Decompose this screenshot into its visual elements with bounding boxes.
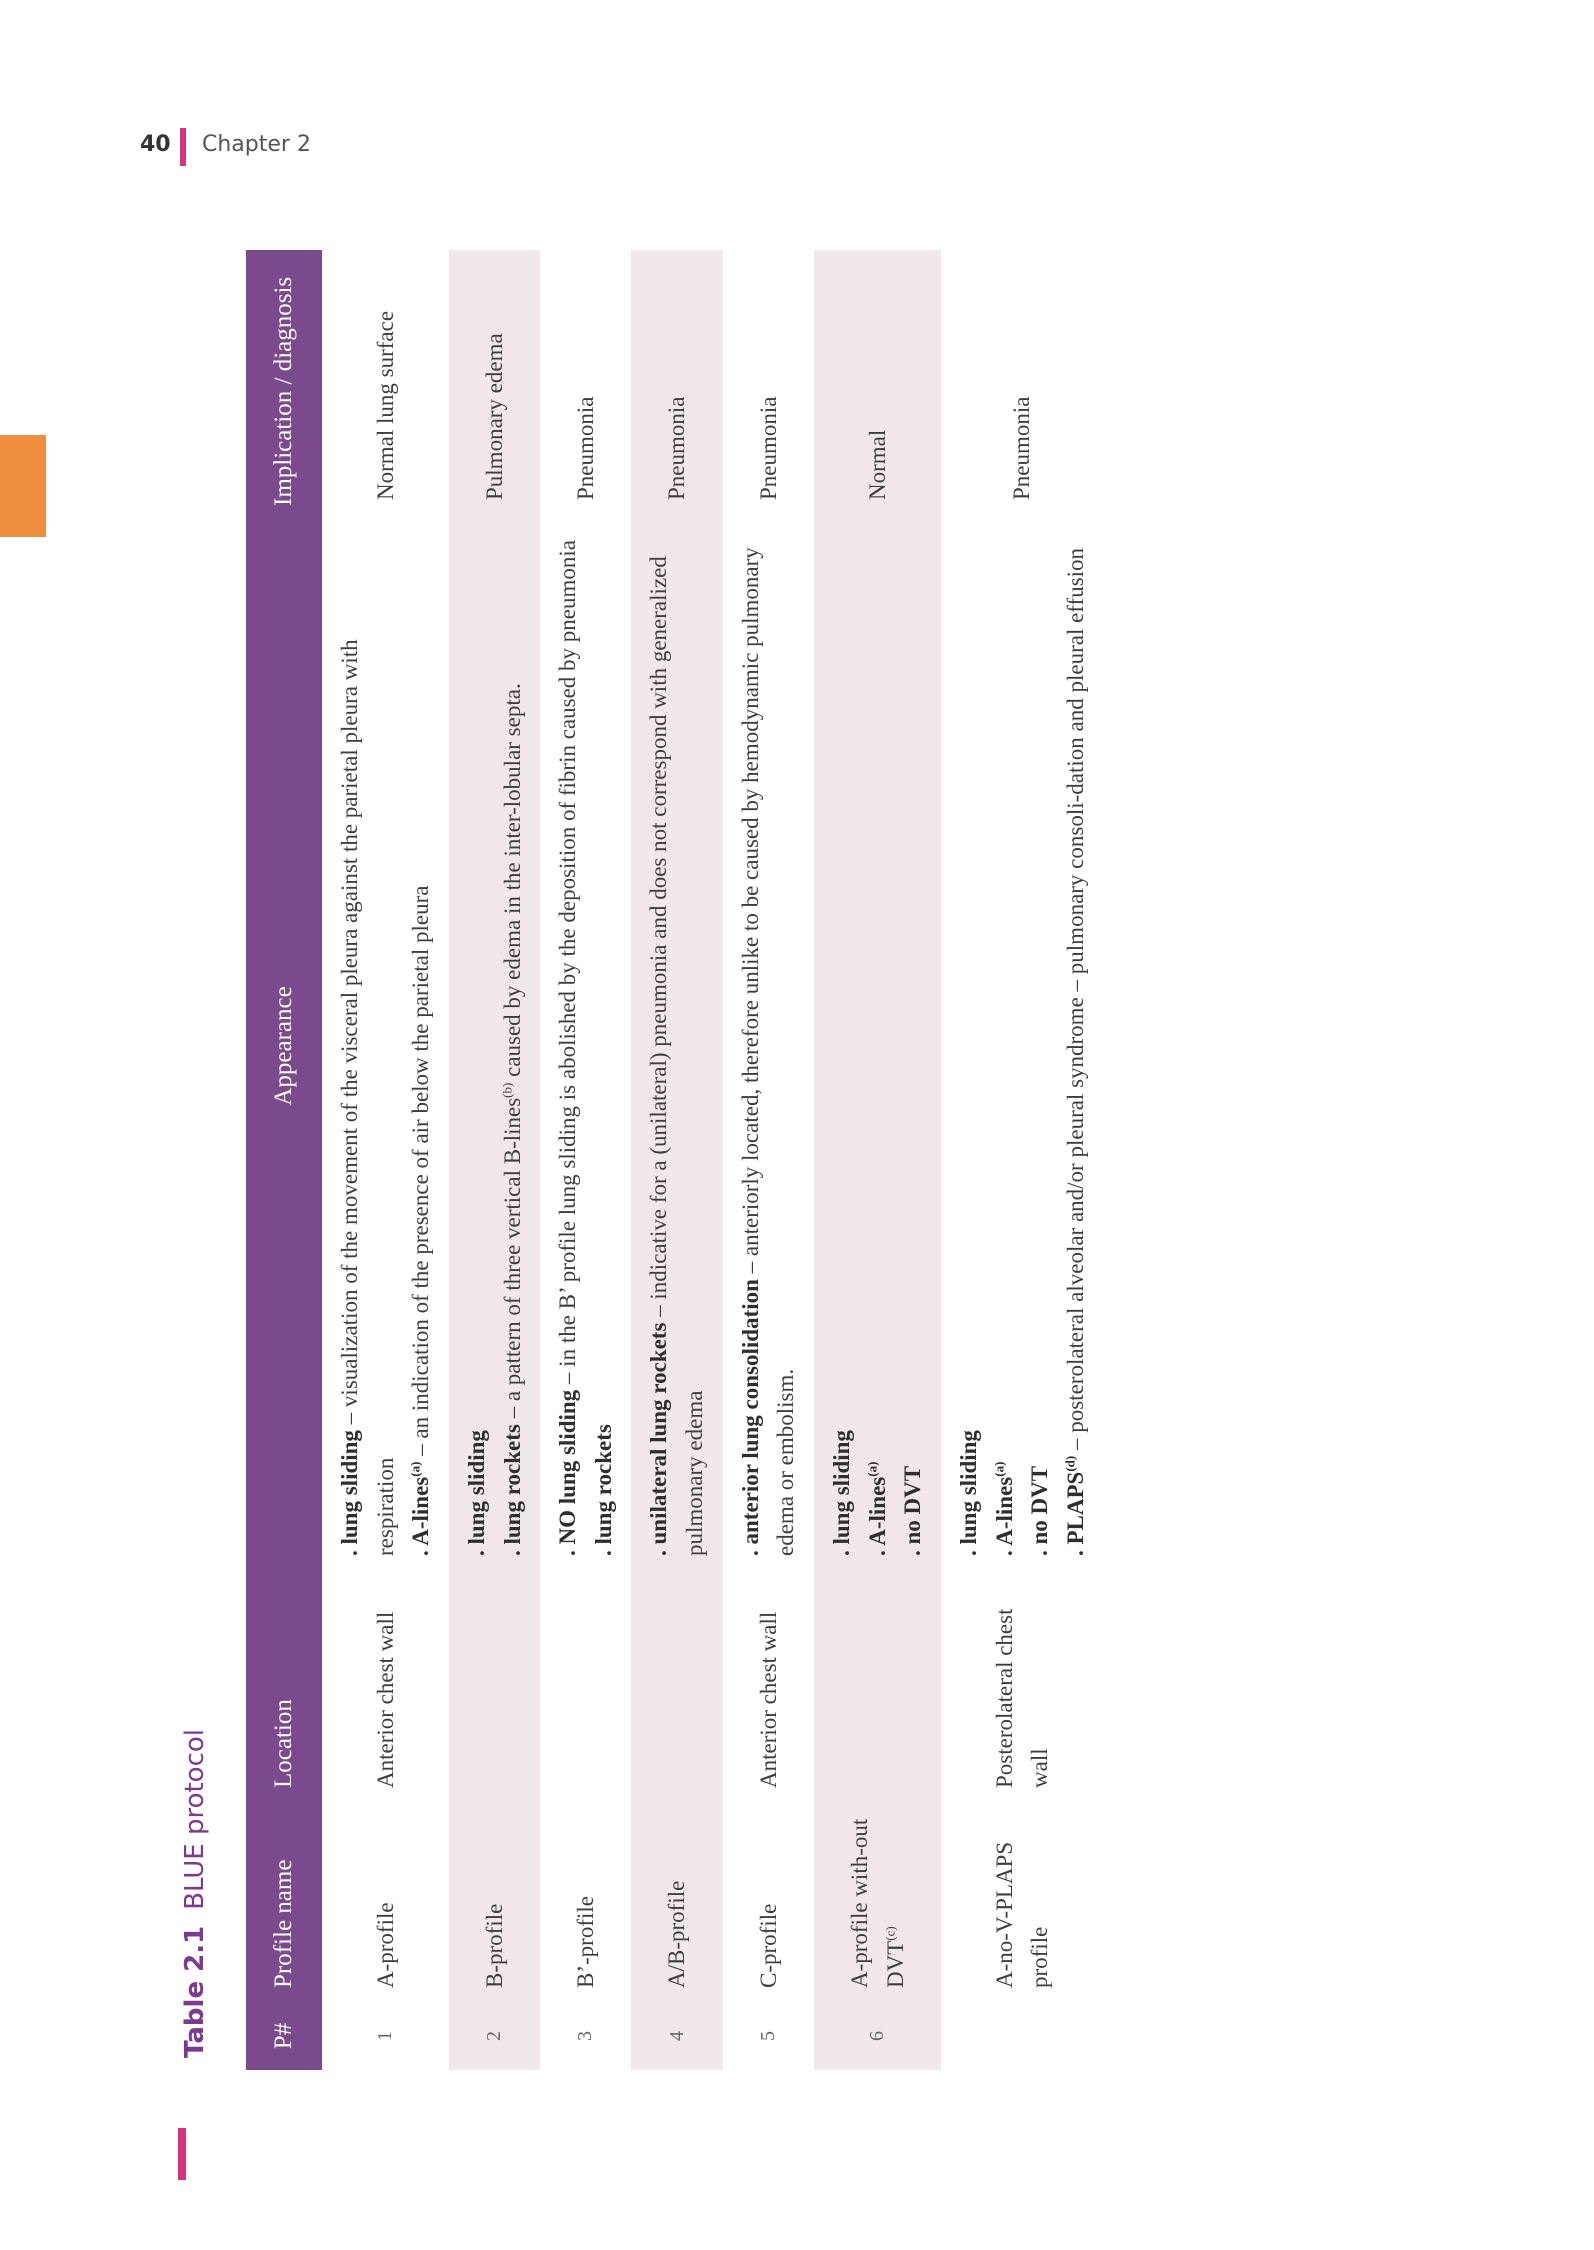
table-header-row [246, 250, 322, 2070]
profile-name: B’-profile [573, 1896, 599, 1988]
appearance-term: . lung sliding [829, 1430, 855, 1556]
col-header-location: Location [246, 1570, 322, 1802]
location: Anterior chest wall [372, 1611, 398, 1788]
appearance [540, 520, 631, 1570]
appearance-line [895, 536, 931, 1556]
appearance-line [586, 536, 622, 1556]
row-number: 5 [756, 2031, 779, 2041]
col-header-implication: Implication / diagnosis [246, 250, 322, 520]
appearance-term: . no DVT [1027, 1465, 1053, 1556]
chapter-tab-marker [0, 435, 46, 537]
appearance-text: – indicative for a (unilateral) pneumonia and does not correspond with generalized pulmonary edema [646, 556, 708, 1556]
appearance [723, 520, 814, 1570]
profile-name-text: A-profile with-out DVT [846, 1818, 908, 1988]
appearance [941, 520, 1104, 1570]
appearance [449, 520, 540, 1570]
page-number: 40 [140, 132, 171, 157]
appearance-text: – anteriorly located, therefore unlike to be caused by hemodynamic pulmonary edema or embolism. [737, 547, 799, 1556]
col-header-appearance: Appearance [246, 520, 322, 1570]
appearance-line [550, 536, 586, 1556]
appearance-line [951, 536, 987, 1556]
table-row [814, 250, 941, 2070]
appearance-term: . PLAPS [1062, 1471, 1088, 1556]
appearance-term: . lung sliding [955, 1430, 981, 1556]
appearance-text: – posterolateral alveolar and/or pleural syndrome – pulmonary consoli-dation and pleural effusion [1062, 547, 1088, 1456]
row-number [941, 2002, 1104, 2070]
appearance-term: . A-lines [991, 1476, 1017, 1556]
profile-name: A/B-profile [631, 1802, 722, 2002]
table-row [540, 250, 631, 2070]
implication: Normal [814, 250, 941, 520]
appearance-term: . lung rockets [590, 1424, 616, 1556]
location [631, 1570, 722, 1802]
appearance-line [1058, 536, 1094, 1556]
table-caption [180, 1729, 220, 2058]
location: Posterolateral chest wall [991, 1608, 1053, 1788]
appearance-line [733, 536, 804, 1556]
col-header-profile: Profile name [246, 1802, 322, 2002]
col-header-number: P# [246, 2002, 322, 2070]
appearance-term: . NO lung sliding [555, 1389, 581, 1556]
table-title: BLUE protocol [180, 1728, 210, 1910]
margin-marker [178, 2128, 186, 2180]
profile-name: B-profile [449, 1802, 540, 2002]
implication: Pulmonary edema [449, 250, 540, 520]
table-row [941, 250, 1104, 2070]
table-row [449, 250, 540, 2070]
appearance-line [987, 536, 1023, 1556]
row-number: 1 [373, 2031, 396, 2041]
table-row [322, 250, 449, 2070]
footnote-ref: (a) [407, 1461, 423, 1477]
appearance-text: – in the B’ profile lung sliding is abolished by the deposition of fibrin caused by pneumonia [555, 540, 581, 1390]
footnote-ref: (d) [1062, 1455, 1078, 1472]
implication: Pneumonia [755, 396, 781, 500]
appearance-line [641, 536, 712, 1556]
appearance-term: . lung sliding [337, 1430, 362, 1556]
implication: Pneumonia [631, 250, 722, 520]
footnote-ref: (a) [990, 1461, 1006, 1477]
blue-protocol-table [246, 250, 1104, 2070]
appearance-line [1022, 536, 1058, 1556]
appearance [322, 520, 449, 1570]
chapter-label: Chapter 2 [202, 132, 311, 157]
appearance-text: – visualization of the movement of the visceral pleura against the parietal pleura with respiration [337, 639, 398, 1556]
location: Anterior chest wall [755, 1611, 781, 1788]
appearance-text: caused by edema in the inter-lobular septa. [499, 683, 525, 1083]
location [449, 1570, 540, 1802]
appearance-term: . lung sliding [463, 1430, 489, 1556]
implication: Normal lung surface [372, 310, 398, 500]
profile-name [814, 1802, 941, 2002]
row-number: 3 [574, 2031, 597, 2041]
location [814, 1570, 941, 1802]
appearance-term: . no DVT [900, 1465, 926, 1556]
table-row [723, 250, 814, 2070]
implication: Pneumonia [1009, 396, 1035, 500]
appearance-line [824, 536, 860, 1556]
row-number: 2 [449, 2002, 540, 2070]
appearance-term: . A-lines [864, 1476, 890, 1556]
rotated-table-frame [180, 250, 1160, 2070]
footnote-ref: (a) [864, 1461, 880, 1477]
appearance [631, 520, 722, 1570]
appearance-term: . lung rockets [499, 1424, 525, 1556]
appearance-term: . anterior lung consolidation [737, 1279, 763, 1556]
appearance-line [459, 536, 495, 1556]
table-row [631, 250, 722, 2070]
profile-name: C-profile [755, 1903, 781, 1988]
footnote-ref: (c) [881, 1926, 897, 1941]
row-number: 6 [814, 2002, 941, 2070]
appearance-text: – an indication of the presence of air below the parietal pleura [408, 885, 434, 1462]
appearance-line [495, 536, 531, 1556]
appearance-term: . A-lines [408, 1476, 434, 1556]
table-label: Table 2.1 [180, 1925, 210, 2058]
location [540, 1570, 631, 1802]
footnote-ref: (b) [498, 1082, 514, 1098]
profile-name: A-no-V-PLAPS profile [991, 1841, 1053, 1988]
appearance-term: . unilateral lung rockets [646, 1322, 672, 1556]
appearance-line [403, 536, 439, 1556]
appearance-line [332, 536, 403, 1556]
header-divider [180, 128, 186, 166]
implication: Pneumonia [573, 396, 599, 500]
appearance-line [860, 536, 896, 1556]
appearance-text: – a pattern of three vertical B-lines [499, 1097, 525, 1425]
row-number: 4 [631, 2002, 722, 2070]
profile-name: A-profile [372, 1902, 398, 1988]
appearance [814, 520, 941, 1570]
